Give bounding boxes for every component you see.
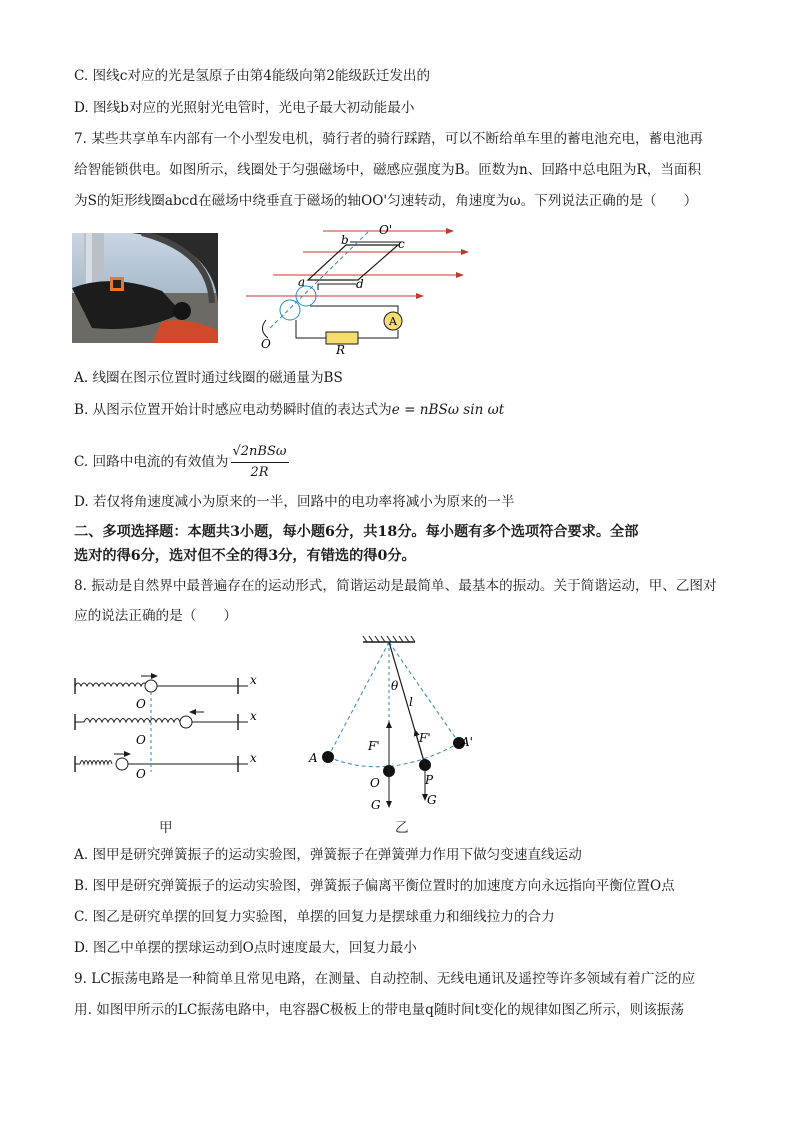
question-9-line-2: 用. 如图甲所示的LC振荡电路中，电容器C极板上的带电量q随时间t变化的规律如图乙所示，则该振荡 [74, 1002, 684, 1018]
label-x-row2: x [250, 709, 257, 723]
label-ammeter: A [389, 315, 397, 328]
option-d-q8: D. 图乙中单摆的摆球运动到O点时速度最大，回复力最小 [74, 940, 417, 956]
rotation-axis [268, 232, 368, 330]
label-x-row3: x [250, 751, 257, 765]
option-c-q6: C. 图线c对应的光是氢原子由第4能级向第2能级跃迁发出的 [74, 68, 431, 84]
fraction-denominator: 2R [250, 465, 269, 480]
label-o-row2: O [136, 733, 146, 747]
label-theta: θ [391, 679, 399, 693]
question-8-line-1: 8. 振动是自然界中最普遍存在的运动形式，简谐运动是最简单、最基本的振动。关于简谐运动，甲、乙图对 [74, 578, 717, 594]
option-c-q8: C. 图乙是研究单摆的回复力实验图，单摆的回复力是摆球重力和细线拉力的合力 [74, 909, 555, 925]
option-c-q7-text: C. 回路中电流的有效值为 [74, 454, 229, 470]
label-a: a [298, 275, 306, 289]
label-b: b [341, 233, 349, 247]
label-g-2: G [427, 793, 437, 807]
option-b-q7-formula: e = nBSω sin ωt [391, 402, 505, 418]
question-9-line-1: 9. LC振荡电路是一种简单且常见电路，在测量、自动控制、无线电通讯及遥控等许多领域有着广泛的应 [74, 971, 696, 987]
label-x-row1: x [250, 673, 257, 687]
label-d: d [356, 277, 364, 291]
caption-yi: 乙 [395, 820, 409, 836]
slip-ring [280, 300, 300, 320]
option-b-q7 [74, 400, 504, 420]
label-p: P [425, 773, 434, 787]
question-7-line-3: 为S的矩形线圈abcd在磁场中绕垂直于磁场的轴OO'匀速转动，角速度为ω。下列说法正确的是（ ） [74, 193, 698, 209]
label-o-row3: O [136, 767, 146, 781]
caption-jia: 甲 [159, 820, 173, 836]
label-r: R [336, 343, 346, 357]
label-f-prime-1: F' [368, 739, 380, 753]
label-a: A [309, 751, 318, 765]
option-d-q7: D. 若仅将角速度减小为原来的一半，回路中的电功率将减小为原来的一半 [74, 494, 515, 510]
section-2-heading-1: 二、多项选择题：本题共3小题，每小题6分，共18分。每小题有多个选项符合要求。全部 [74, 524, 639, 540]
question-8-line-2: 应的说法正确的是（ ） [74, 608, 238, 624]
bike-photo-drawing [72, 233, 218, 343]
question-7-line-2: 给智能锁供电。如图所示，线圈处于匀强磁场中，磁感应强度为B。匝数为n、回路中总电阻为R，当面积 [74, 162, 702, 178]
label-o-prime: O' [379, 223, 393, 237]
option-b-q8: B. 图甲是研究弹簧振子的运动实验图，弹簧振子偏离平衡位置时的加速度方向永远指向平衡位置O点 [74, 878, 675, 894]
spring-oscillator-diagram [70, 670, 270, 785]
generator-diagram [238, 220, 478, 355]
label-g-1: G [371, 798, 381, 812]
option-d-q6: D. 图线b对应的光照射光电管时，光电子最大初动能最小 [74, 100, 415, 116]
option-b-q7-text: B. 从图示位置开始计时感应电动势瞬时值的表达式为 [74, 402, 392, 418]
option-a-q8: A. 图甲是研究弹簧振子的运动实验图，弹簧振子在弹簧弹力作用下做匀变速直线运动 [74, 847, 582, 863]
label-o-row1: O [136, 697, 146, 711]
option-a-q7: A. 线圈在图示位置时通过线圈的磁通量为BS [74, 370, 343, 386]
label-o: O [370, 776, 380, 790]
fraction [231, 442, 289, 483]
fraction-numerator: √2nBSω [231, 442, 289, 463]
label-f-prime-2: F' [419, 731, 431, 745]
option-c-q7 [74, 442, 289, 483]
section-2-heading-2: 选对的得6分，选对但不全的得3分，有错选的得0分。 [74, 548, 416, 564]
label-c: c [398, 237, 405, 251]
bike-generator-photo [72, 233, 218, 343]
pendulum-diagram [305, 632, 505, 812]
label-l: l [409, 695, 413, 709]
label-a-prime: A' [461, 735, 473, 749]
label-o: O [261, 337, 271, 351]
question-7-line-1: 7. 某些共享单车内部有一个小型发电机，骑行者的骑行踩踏，可以不断给单车里的蓄电池充电，蓄电池再 [74, 131, 704, 147]
